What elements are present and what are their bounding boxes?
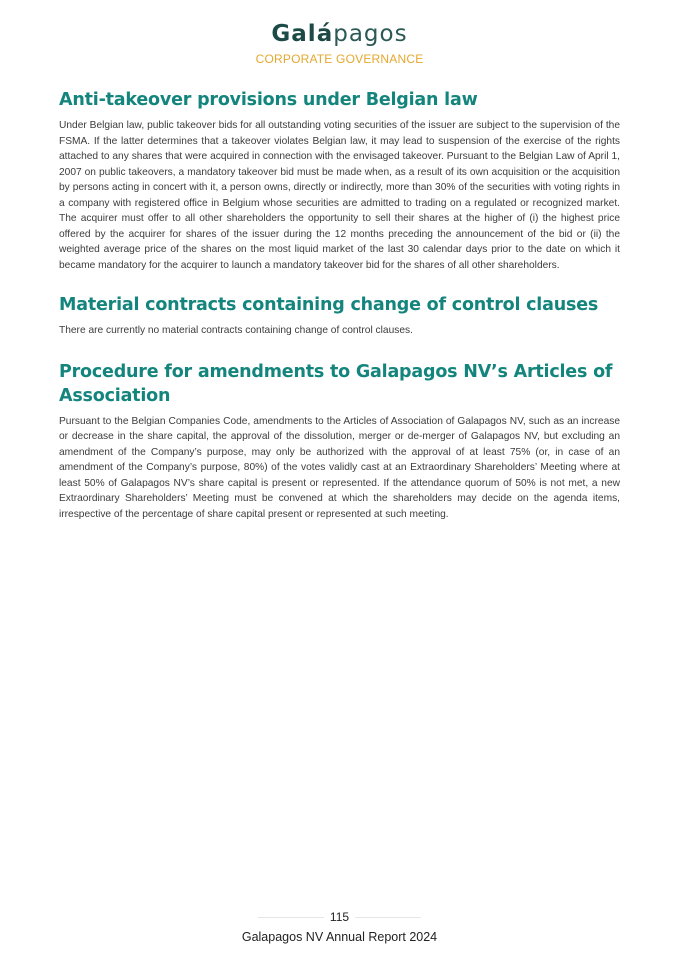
section-material-contracts: [59, 293, 620, 339]
page-footer: [0, 908, 679, 946]
section-body: Under Belgian law, public takeover bids for all outstanding voting securities of the issuer are subject to the supervision of the FSMA. If the latter determines that a takeover violates Belgian law, it may lead to suspension of the exercise of the rights attached to any shares that were acquired in connection with the envisaged takeover. Pursuant to the Belgian Law of April 1, 2007 on public takeovers, a mandatory takeover bid must be made when, as a result of its own acquisition or the acquisition by persons acting in concert with it, a person owns, directly or indirectly, more than 30% of the securities with voting rights in a company with registered office in Belgium whose securities are admitted to trading on a regulated or recognized market. The acquirer must offer to all other shareholders the opportunity to sell their shares at the higher of (i) the highest price offered by the acquirer for shares of the issuer during the 12 months preceding the announcement of the bid or (ii) the weighted average price of the shares on the most liquid market of the last 30 calendar days prior to the date on which it became mandatory for the acquirer to launch a mandatory takeover bid for the shares of all other shareholders.: [59, 120, 620, 271]
logo-light-part: pagos: [333, 21, 408, 47]
page-number: 115: [324, 908, 355, 926]
section-heading: Procedure for amendments to Galapagos NV’s Articles of Association: [59, 361, 613, 406]
section-heading: Anti-takeover provisions under Belgian law: [59, 90, 478, 110]
section-label: CORPORATE GOVERNANCE: [255, 52, 424, 66]
document-content: [59, 88, 620, 542]
section-articles-amendments: [59, 360, 620, 523]
section-body: Pursuant to the Belgian Companies Code, amendments to the Articles of Association of Galapagos NV, such as an increase or decrease in the share capital, the approval of the dissolution, merger or de-merger of Galapagos NV, but excluding an amendment of the Company’s purpose, may only be authorized with the approval of at least 75% (or, in case of an amendment of the Company’s purpose, 80%) of the votes validly cast at an Extraordinary Shareholders’ Meeting where at least 50% of Galapagos NV’s share capital is present or represented. If the attendance quorum of 50% is not met, a new Extraordinary Shareholders’ Meeting must be convened at which the shareholders may decide on the agenda items, irrespective of the percentage of share capital present or represented at such meeting.: [59, 415, 620, 520]
report-title: Galapagos NV Annual Report 2024: [241, 930, 438, 944]
section-anti-takeover: [59, 88, 620, 273]
section-heading: Material contracts containing change of control clauses: [59, 295, 599, 315]
logo-bold-part: Galá: [271, 21, 334, 47]
section-body: There are currently no material contracts containing change of control clauses.: [59, 325, 413, 336]
galapagos-logo[interactable]: [0, 20, 679, 48]
page-header: [0, 20, 679, 66]
